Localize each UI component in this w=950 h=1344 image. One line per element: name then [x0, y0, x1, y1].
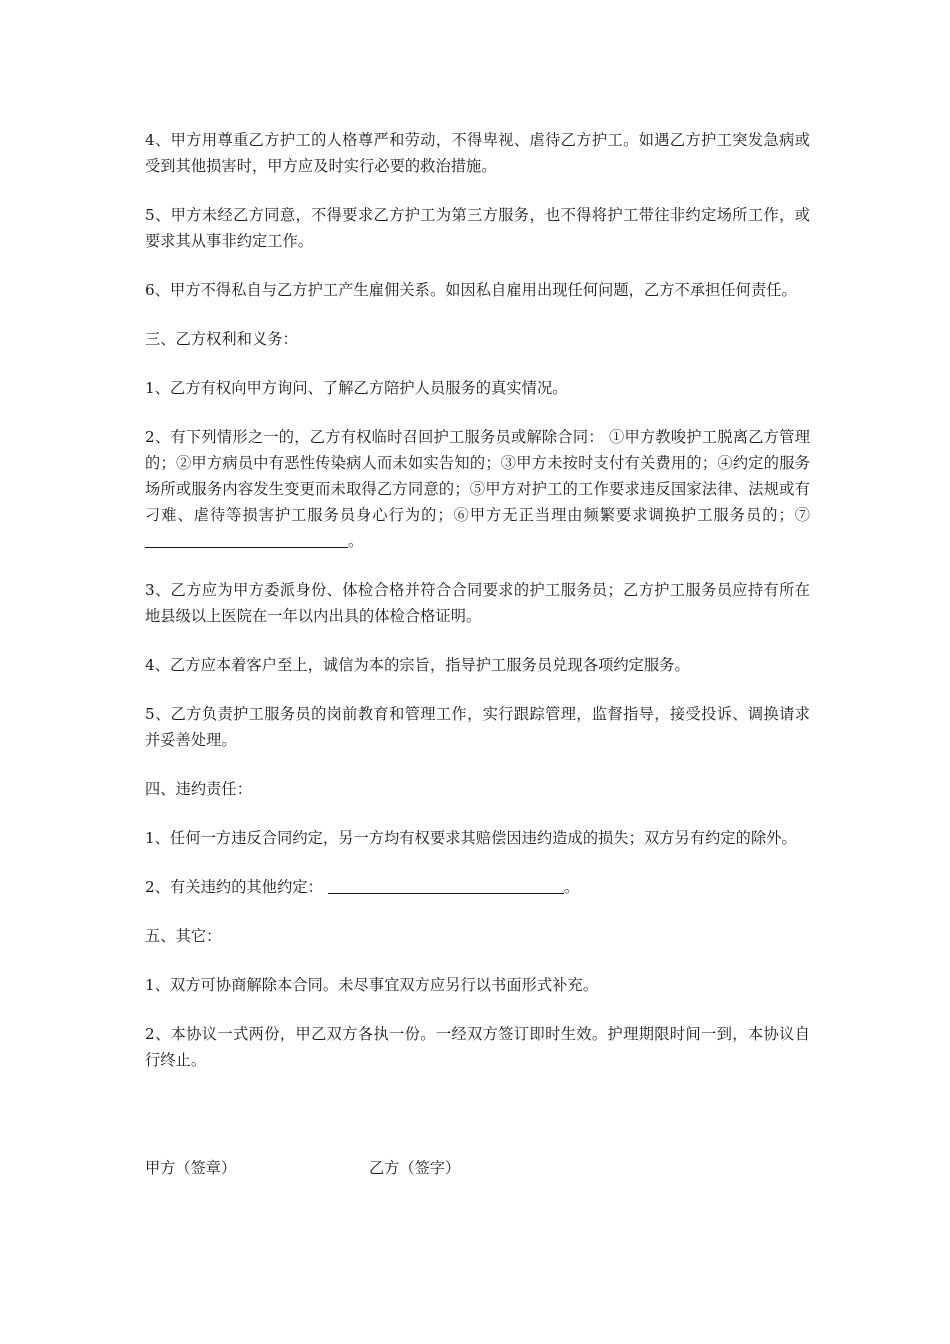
clause-d1: 1、双方可协商解除本合同。未尽事宜双方应另行以书面形式补充。 [145, 976, 599, 994]
section-heading-party-b-rights: 三、乙方权利和义务： [145, 330, 298, 348]
clause-b4: 4、乙方应本着客户至上，诚信为本的宗旨，指导护工服务员兑现各项约定服务。 [145, 656, 690, 674]
section-heading-breach-liability: 四、违约责任： [145, 780, 253, 798]
clause-b3: 3、乙方应为甲方委派身份、体检合格并符合合同要求的护工服务员；乙方护工服务员应持有所在地县级以上医院在一年以内出具的体检合格证明。 [145, 581, 810, 625]
fill-in-blank-line[interactable] [328, 875, 564, 894]
clause-c2-text: 2、有关违约的其他约定： [145, 878, 323, 896]
clause-b2 [145, 424, 810, 554]
clause-b2-text: 2、有下列情形之一的，乙方有权临时召回护工服务员或解除合同： ①甲方教唆护工脱离乙方管理的；②甲方病员中有恶性传染病人而未如实告知的；③甲方未按时支付有关费用的；④约定的服务场所或服务内容发生变更而未取得乙方同意的；⑤甲方对护工的工作要求违反国家法律、法规或有刁难、虐待等损害护工服务员身心行为的；⑥甲方无正当理由频繁要求调换护工服务员的；⑦ [145, 428, 810, 524]
clause-a6: 6、甲方不得私自与乙方护工产生雇佣关系。如因私自雇用出现任何问题，乙方不承担任何责任。 [145, 281, 797, 299]
party-b-signature-label: 乙方（签字） [369, 1159, 461, 1177]
signature-block [145, 1155, 810, 1183]
contract-body [145, 127, 810, 1096]
clause-c2 [145, 874, 810, 900]
fill-in-blank-line[interactable] [145, 529, 348, 548]
clause-a4: 4、甲方用尊重乙方护工的人格尊严和劳动，不得卑视、虐待乙方护工。如遇乙方护工突发急病或受到其他损害时，甲方应及时实行必要的救治措施。 [145, 131, 810, 175]
section-heading-other: 五、其它： [145, 927, 222, 945]
party-a-signature-label: 甲方（签章） [145, 1159, 237, 1177]
clause-c2-end: 。 [563, 878, 580, 896]
clause-b1: 1、乙方有权向甲方询问、了解乙方陪护人员服务的真实情况。 [145, 379, 568, 397]
clause-c1: 1、任何一方违反合同约定，另一方均有权要求其赔偿因违约造成的损失；双方另有约定的除外。 [145, 829, 797, 847]
clause-b2-end: 。 [348, 532, 364, 550]
clause-d2: 2、本协议一式两份，甲乙双方各执一份。一经双方签订即时生效。护理期限时间一到，本协议自行终止。 [145, 1025, 810, 1069]
clause-b5: 5、乙方负责护工服务员的岗前教育和管理工作，实行跟踪管理，监督指导，接受投诉、调换请求并妥善处理。 [145, 705, 810, 749]
clause-a5: 5、甲方未经乙方同意，不得要求乙方护工为第三方服务，也不得将护工带往非约定场所工作，或要求其从事非约定工作。 [145, 206, 810, 250]
